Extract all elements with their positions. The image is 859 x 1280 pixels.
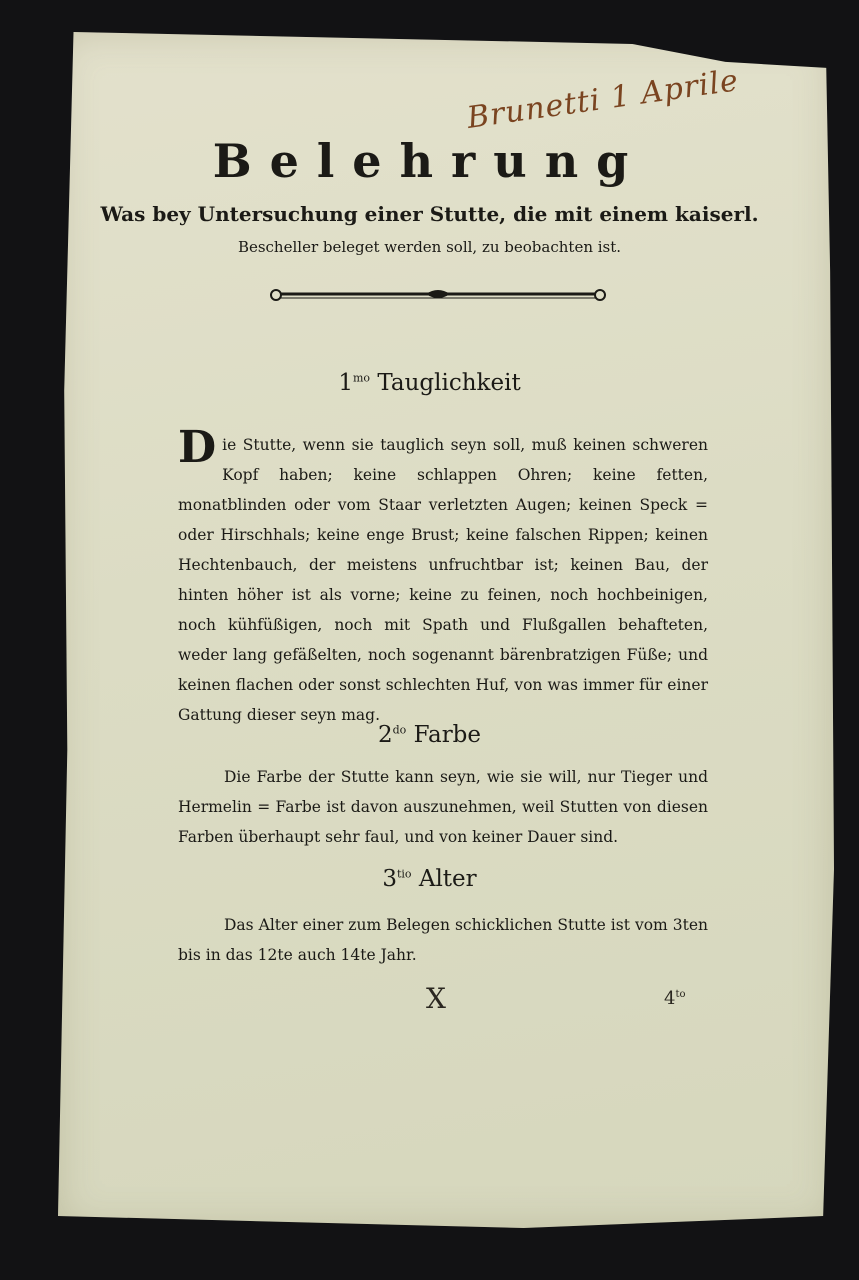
section-number-suffix: tio: [396, 867, 412, 881]
section-number: 1: [338, 370, 353, 396]
paragraph-text: Das Alter einer zum Belegen schicklichen Stutte ist vom 3ten bis in das 12te auch 14te Jahr.: [178, 916, 708, 964]
section-number: 3: [382, 866, 397, 892]
handwritten-note: Brunetti 1 Aprile: [464, 63, 741, 136]
section-number-suffix: do: [392, 723, 407, 737]
section-heading-alter: [0, 866, 859, 892]
paragraph-tauglichkeit: [178, 422, 708, 730]
document-subtitle-line2: Bescheller beleget werden soll, zu beobachten ist.: [237, 238, 622, 256]
section-title: Tauglichkeit: [377, 370, 521, 396]
paragraph-alter: [178, 910, 708, 970]
signature-mark: X: [426, 982, 446, 1015]
section-title: Farbe: [413, 722, 482, 748]
section-number: 2: [377, 722, 393, 748]
section-number-suffix: mo: [352, 371, 371, 385]
section-heading-farbe: [0, 722, 859, 748]
catchword-number: 4: [664, 988, 676, 1009]
document-title: Belehrung: [212, 134, 647, 188]
section-heading-tauglichkeit: [0, 370, 859, 396]
ornament-rule: [268, 287, 608, 301]
document-subtitle: Was bey Untersuchung einer Stutte, die mit einem kaiserl.: [100, 202, 759, 226]
drop-cap: D: [178, 422, 217, 473]
catchword: [664, 988, 686, 1009]
section-title: Alter: [418, 866, 477, 892]
paragraph-text: ie Stutte, wenn sie tauglich seyn soll, muß keinen schweren Kopf haben; keine schlappen Ohren; keine fetten, monatblinden oder vom Staar verletzten Augen; keinen Speck = oder Hirschhals; keine enge Brust; keine falschen Rippen; keinen Hechtenbauch, der meistens unfruchtbar ist; keinen Bau, der hinten höher ist als vorne; keine zu feinen, noch hochbeinigen, noch kühfüßigen, noch mit Spath und Flußgallen behafteten, weder lang gefäßelten, noch sogenannt bärenbratzigen Füße; und keinen flachen oder sonst schlechten Huf, von was immer für einer Gattung dieser seyn mag.: [178, 436, 708, 724]
catchword-suffix: to: [675, 989, 686, 1000]
paragraph-farbe: [178, 762, 708, 852]
paragraph-text: Die Farbe der Stutte kann seyn, wie sie will, nur Tieger und Hermelin = Farbe ist davon auszunehmen, weil Stutten von diesen Farben überhaupt sehr faul, und von keiner Dauer sind.: [178, 768, 708, 846]
